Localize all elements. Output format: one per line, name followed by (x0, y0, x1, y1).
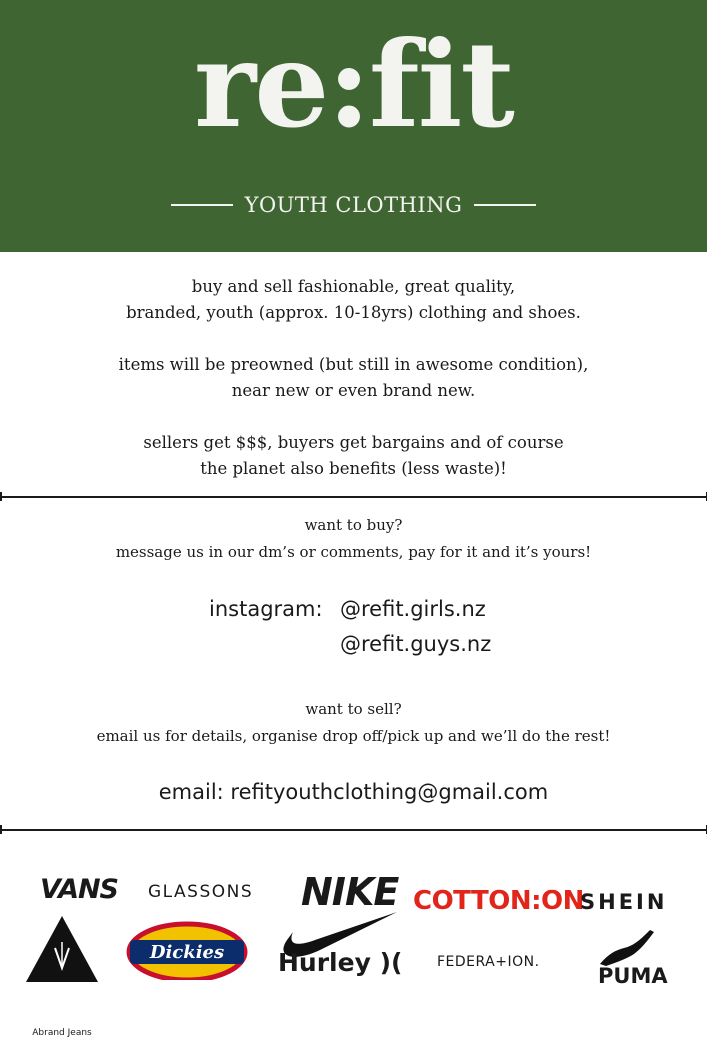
buy-heading: want to buy? (304, 516, 403, 534)
puma-logo (594, 928, 668, 998)
email-address[interactable]: email: refityouthclothing@gmail.com (158, 780, 549, 804)
federation-logo: FEDERA+ION. (437, 954, 540, 970)
intro-line: buy and sell fashionable, great quality, (191, 277, 516, 296)
hurley-logo (278, 948, 402, 977)
nike-wordmark: NIKE (301, 870, 399, 914)
intro-line: items will be preowned (but still in awesome condition), (118, 355, 589, 374)
instagram-handle-girls[interactable]: @refit.girls.nz (340, 597, 486, 621)
dickies-wordmark: Dickies (149, 942, 225, 963)
buy-body: message us in our dm’s or comments, pay for it and it’s yours! (115, 543, 592, 561)
tagline-rule-left (171, 204, 233, 206)
intro-text (0, 274, 707, 508)
divider-top (0, 496, 707, 498)
dickies-logo (126, 920, 248, 980)
instagram-handle-guys[interactable]: @refit.guys.nz (340, 632, 492, 656)
intro-line: near new or even brand new. (231, 381, 476, 400)
divider-bottom (0, 829, 707, 831)
tagline: YOUTH CLOTHING (244, 193, 463, 217)
hurley-wordmark: Hurley (278, 948, 371, 977)
nike-logo (275, 870, 400, 960)
sell-body: email us for details, organise drop off/pick up and we’ll do the rest! (96, 727, 611, 745)
glassons-logo: GLASSONS (148, 882, 254, 902)
vans-logo: VANS (40, 874, 119, 905)
tagline-row (0, 188, 707, 222)
abrand-label: Abrand Jeans (32, 1028, 92, 1038)
intro-paragraph-1 (0, 274, 707, 326)
brand-logos (0, 860, 707, 1038)
swoosh-icon (275, 870, 400, 960)
shein-logo: SHEIN (580, 890, 668, 914)
puma-cat-icon (594, 928, 660, 968)
intro-line: branded, youth (approx. 10-18yrs) clothing and shoes. (126, 303, 581, 322)
logo-text: re:fit (194, 15, 513, 154)
header-banner (0, 0, 707, 252)
tagline-rule-right (474, 204, 536, 206)
dickies-horseshoe-icon (126, 920, 248, 980)
abrand-jeans-logo (24, 912, 100, 1038)
hurley-icon: )( (379, 948, 403, 977)
puma-wordmark: PUMA (598, 964, 668, 988)
intro-paragraph-2 (0, 352, 707, 404)
intro-paragraph-3 (0, 430, 707, 482)
cotton-on-logo: COTTON:ON (413, 886, 584, 916)
sell-heading: want to sell? (305, 700, 402, 718)
abrand-triangle-icon (24, 912, 100, 988)
instagram-label: instagram: (209, 597, 323, 621)
intro-line: the planet also benefits (less waste)! (200, 459, 507, 478)
intro-line: sellers get $$$, buyers get bargains and of course (143, 433, 564, 452)
